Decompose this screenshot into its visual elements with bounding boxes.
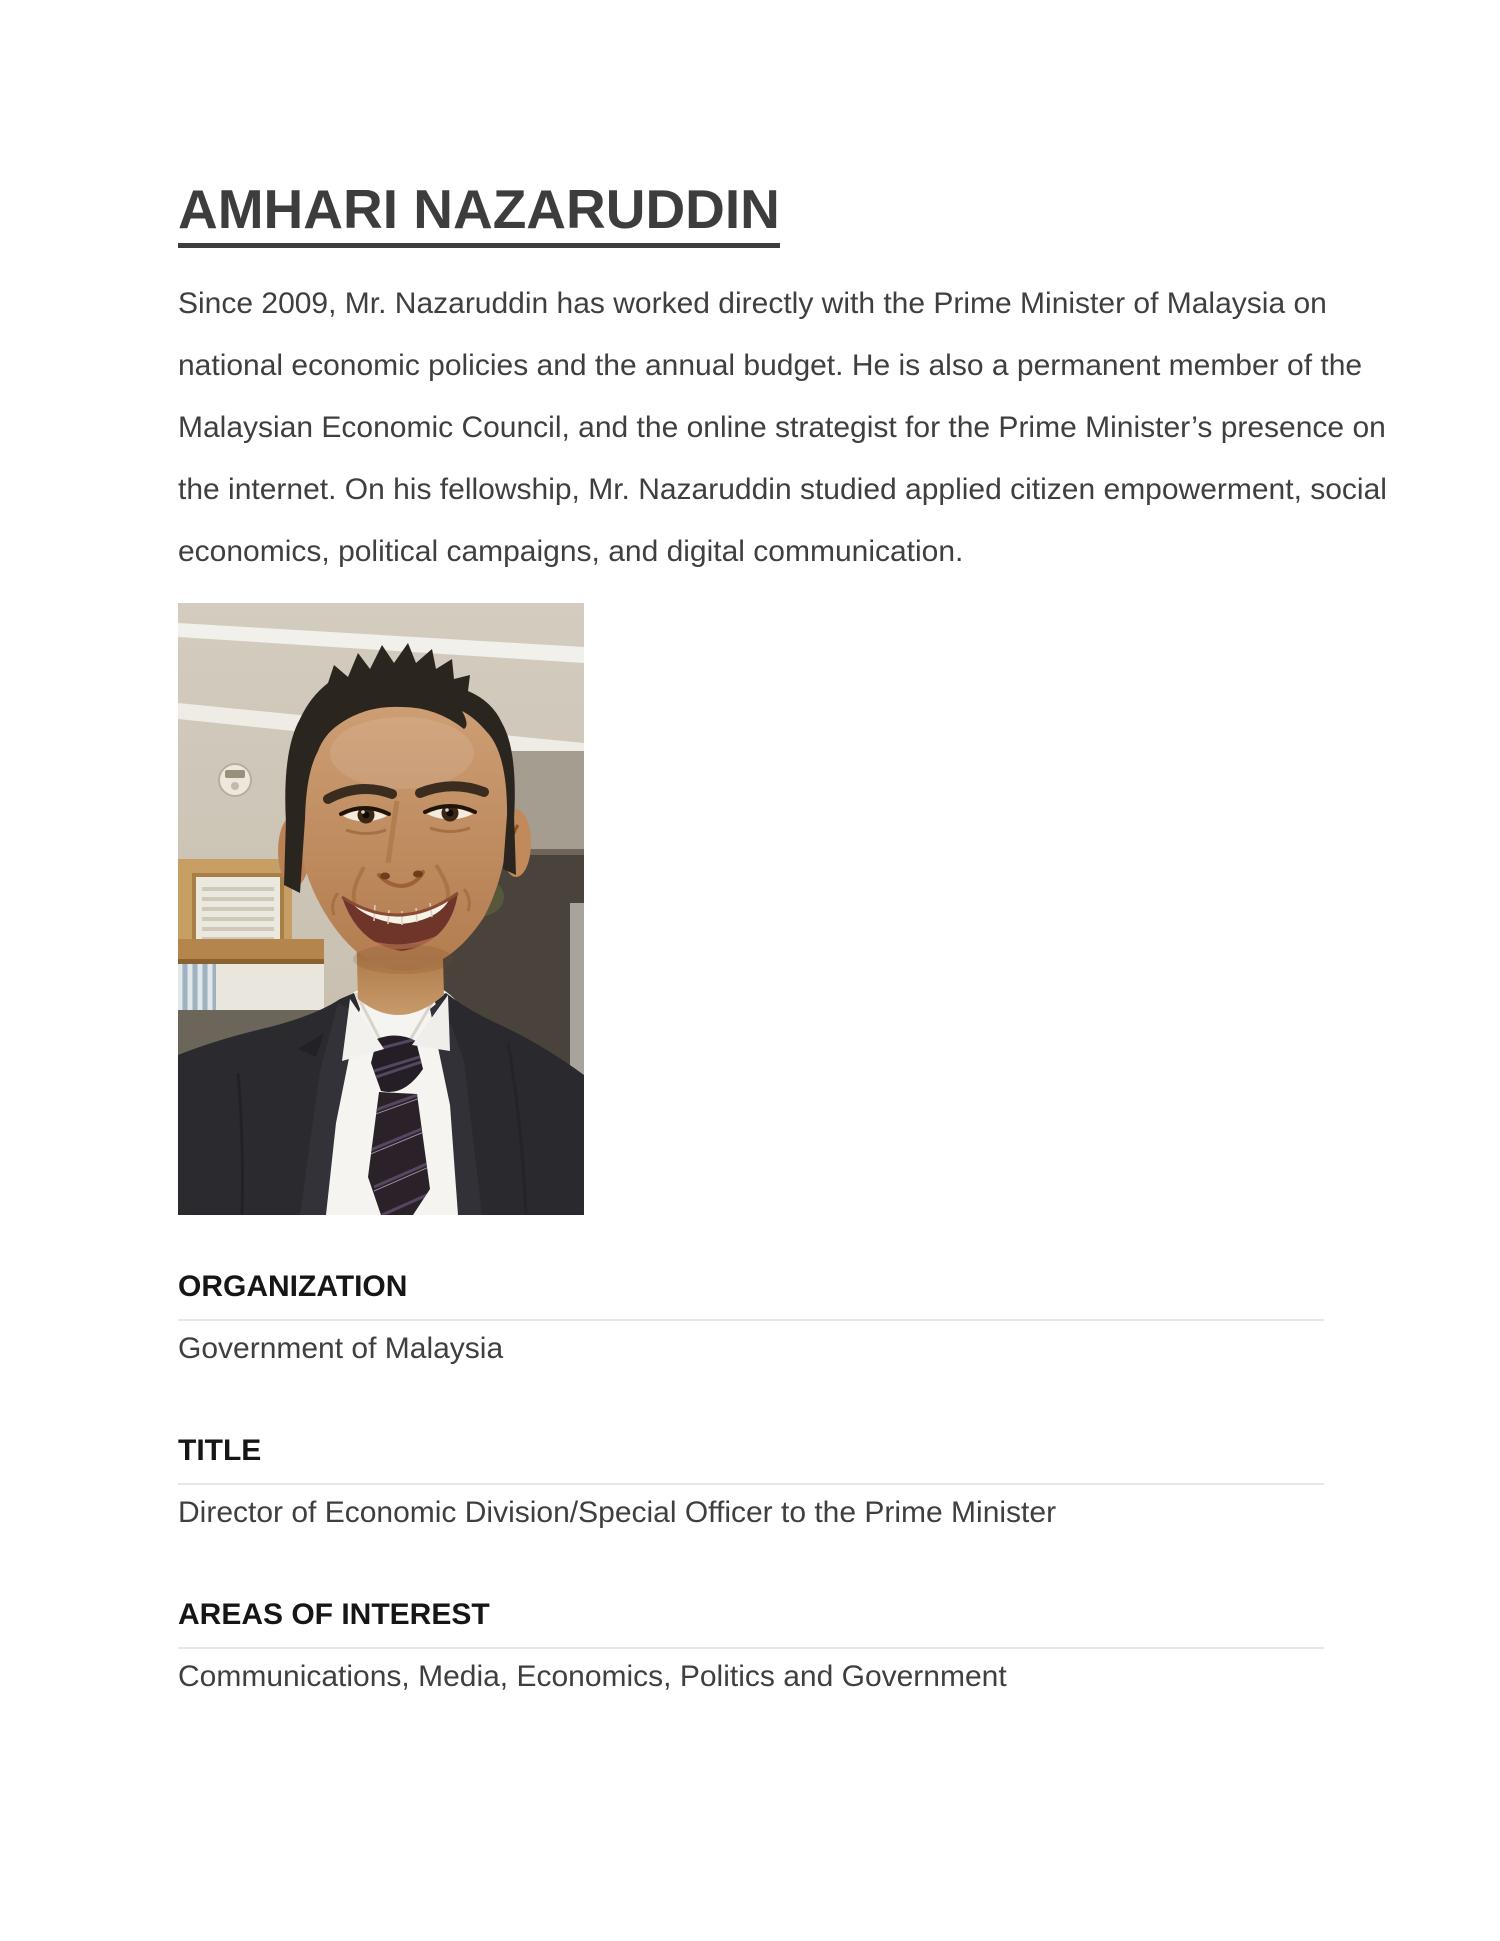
section-value: Director of Economic Division/Special Officer to the Prime Minister (178, 1496, 1057, 1530)
section-divider (178, 1319, 1324, 1321)
bio-line: economics, political campaigns, and digital communication. (178, 535, 964, 569)
section-divider (178, 1647, 1324, 1649)
bio-line: Since 2009, Mr. Nazaruddin has worked directly with the Prime Minister of Malaysia on (178, 287, 1327, 321)
bio-line: national economic policies and the annual budget. He is also a permanent member of the (178, 349, 1363, 383)
portrait-photo (178, 603, 584, 1215)
bio-line: the internet. On his fellowship, Mr. Nazaruddin studied applied citizen empowerment, social (178, 473, 1387, 507)
section-divider (178, 1483, 1324, 1485)
section-value: Government of Malaysia (178, 1332, 504, 1366)
section-title (178, 1433, 1324, 1531)
page-title-text: AMHARI NAZARUDDIN (178, 178, 780, 248)
bio-line: Malaysian Economic Council, and the online strategist for the Prime Minister’s presence on (178, 411, 1386, 445)
section-heading: ORGANIZATION (178, 1270, 408, 1304)
section-organization (178, 1269, 1324, 1367)
section-heading: TITLE (178, 1434, 262, 1468)
document-content (178, 0, 1387, 1695)
section-areas-of-interest (178, 1597, 1324, 1695)
section-heading: AREAS OF INTEREST (178, 1598, 490, 1632)
page-title (178, 178, 1324, 241)
bio-paragraph (178, 273, 1387, 583)
section-value: Communications, Media, Economics, Politics and Government (178, 1660, 1007, 1694)
